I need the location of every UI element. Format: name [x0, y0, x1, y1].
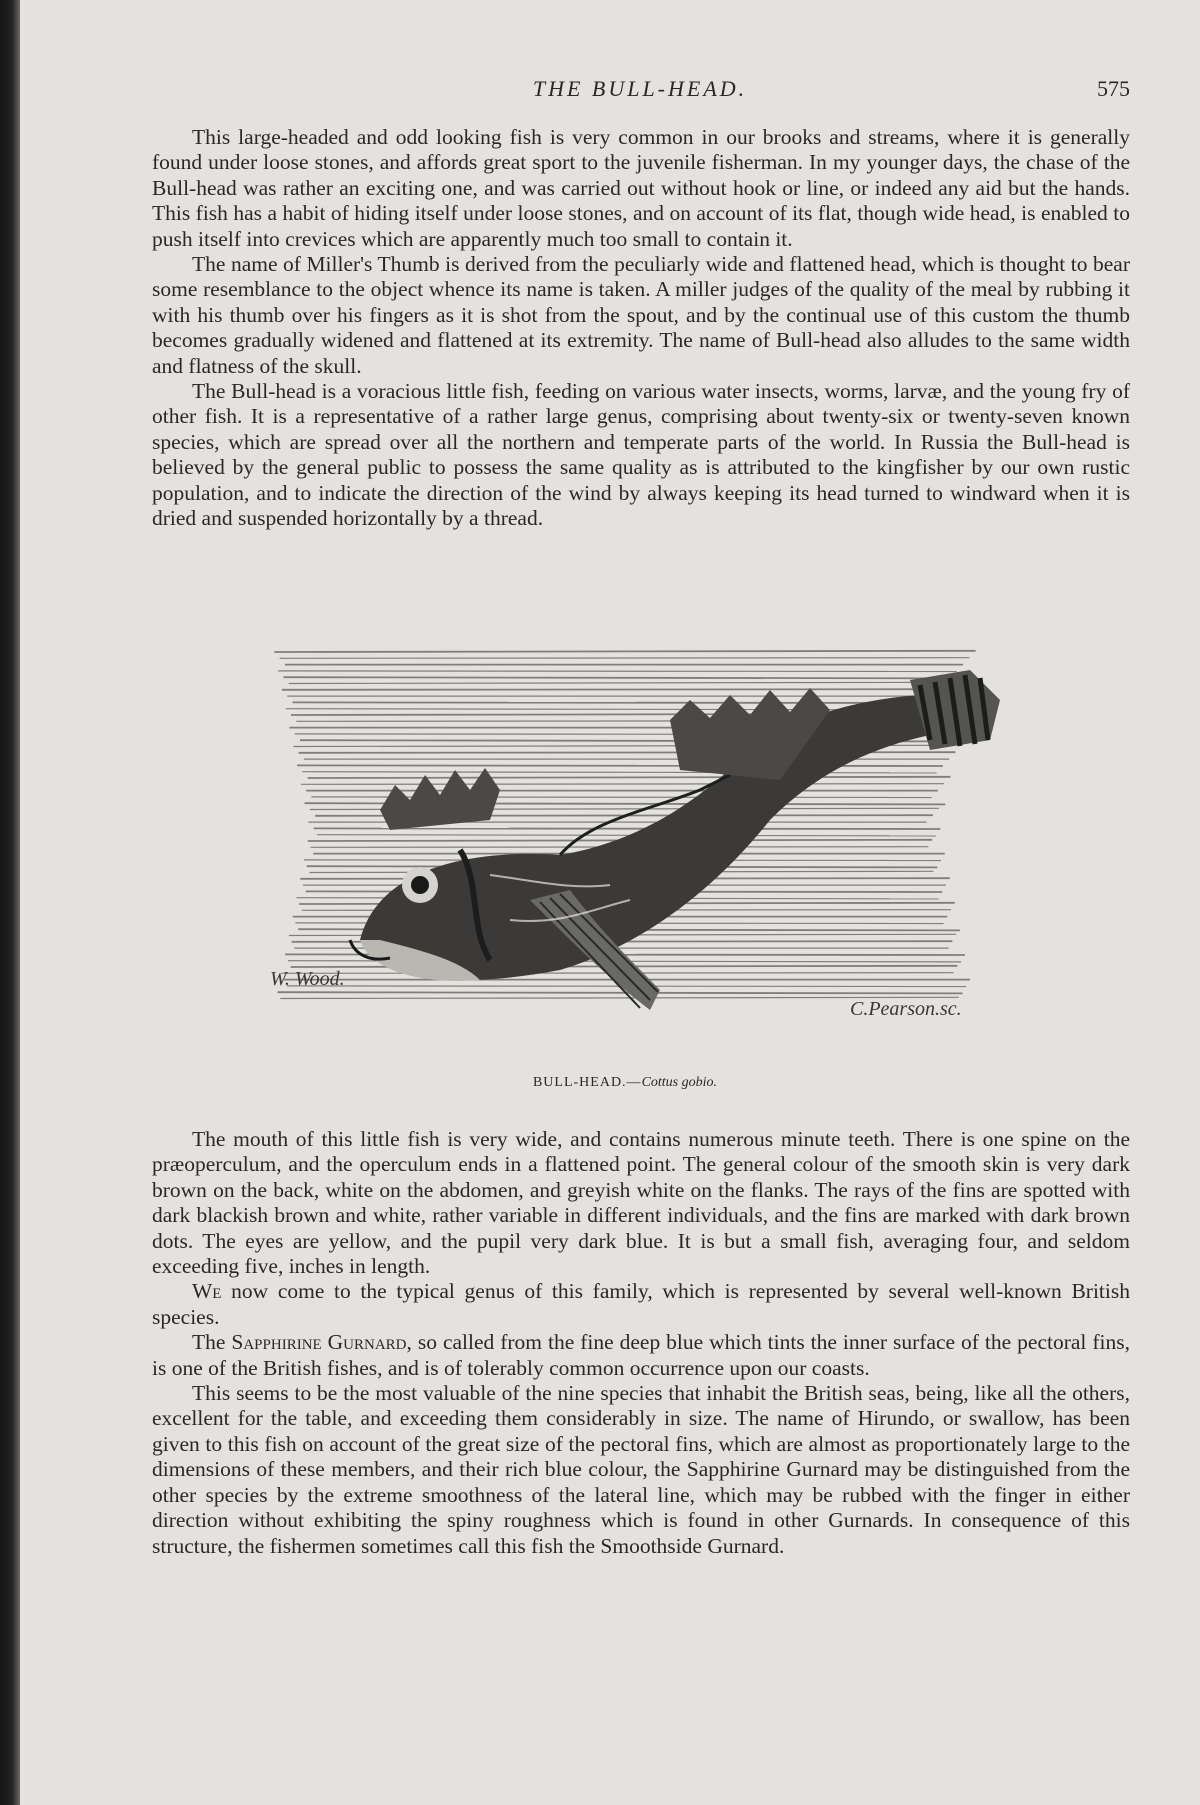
paragraph: The Bull-head is a voracious little fish, feeding on various water insects, worms, larvæ, and the young fry of other fish. It is a representative of a rather large genus, comprising about twenty-six or twenty-seven known species, which are spread over all the northern and temperate parts of the world. In Russia the Bull-head is believed by the general public to possess the same quality as is attributed to the kingfisher by our own rustic population, and to indicate the direction of the wind by always keeping its head turned to windward when it is dried and suspended horizontally by a thread. [152, 379, 1130, 531]
paragraph [152, 1279, 1130, 1330]
hatch-line [278, 992, 963, 993]
figure-caption [230, 1075, 1020, 1091]
paragraph-text: , so called from the fine deep blue which tints the inner surface of the pectoral fins, is one of the British fishes, and is of tolerably common occurrence upon our coasts. [152, 1330, 1130, 1380]
paragraph-text: now come to the typical genus of this family, which is represented by several well-known British species. [152, 1279, 1130, 1329]
bull-head-engraving [230, 640, 1020, 1060]
lead-word: We [192, 1279, 222, 1304]
hatch-line [297, 765, 943, 766]
paragraph: The name of Miller's Thumb is derived from the peculiarly wide and flattened head, which is thought to bear some resemblance to the object whence its name is taken. A miller judges of the quality of the meal by rubbing it with his thumb over his fingers as it is shot from the spout, and by the continual use of this custom the thumb becomes gradually widened and flattened at its extremity. The name of Bull-head also alludes to the same width and flatness of the skull. [152, 252, 1130, 378]
caption-common-name: BULL-HEAD.— [532, 1075, 642, 1090]
book-spine-shadow [0, 0, 20, 1805]
hatch-line [278, 671, 957, 672]
hatch-line [317, 835, 936, 836]
hatch-line [308, 777, 951, 778]
paragraph: The mouth of this little fish is very wide, and contains numerous minute teeth. There is one spine on the præoperculum, and the operculum ends in a flattened point. The general colour of the smooth skin is very dark brown on the back, white on the abdomen, and greyish white on the flanks. The rays of the fins are spotted with dark blackish brown and white, rather variable in different individuals, and the fins are marked with dark brown dots. The eyes are yellow, and the pupil very dark blue. It is but a small fish, averaging four, and seldom exceeding five, inches in length. [152, 1127, 1130, 1279]
body-text-bottom [152, 1127, 1130, 1559]
hatch-line [301, 784, 944, 785]
artist-signature-left: W. Wood. [270, 968, 345, 990]
paragraph: This seems to be the most valuable of the nine species that inhabit the British seas, being, like all the others, excellent for the table, and exceeding them considerably in size. The name of Hirundo, or swallow, has been given to this fish on account of the great size of the pectoral fins, which are almost as proportionately large to the dimensions of these members, and their rich blue colour, the Sapphirine Gurnard may be distinguished from the other species by the extreme smoothness of the lateral line, which may be rubbed with the finger in either direction without exhibiting the spiny roughness which is found in other Gurnards. In consequence of this structure, the fishermen sometimes call this fish the Smoothside Gurnard. [152, 1381, 1130, 1558]
species-name: Sapphirine Gurnard [231, 1330, 407, 1355]
paragraph: This large-headed and odd looking fish is very common in our brooks and streams, where it is generally found under loose stones, and affords great sport to the juvenile fisherman. In my younger days, the chase of the Bull-head was rather an exciting one, and was carried out without hook or line, or indeed any aid but the hands. This fish has a habit of hiding itself under loose stones, and on account of its flat, though wide head, is enabled to push itself into crevices which are apparently much too small to contain it. [152, 125, 1130, 251]
paragraph-text: The [192, 1330, 232, 1355]
page-header [150, 76, 1130, 106]
hatch-line [314, 828, 941, 829]
paragraph [152, 1330, 1130, 1381]
body-text-top [152, 125, 1130, 532]
page-number: 575 [1097, 76, 1130, 101]
hatch-line [274, 651, 975, 652]
running-title: THE BULL-HEAD. [532, 76, 748, 101]
hatch-line [282, 689, 958, 690]
hatch-line [289, 682, 965, 683]
bull-head-illustration [230, 640, 1020, 1090]
hatch-line [280, 658, 970, 659]
engraver-signature-right: C.Pearson.sc. [850, 998, 962, 1020]
hatch-line [302, 772, 936, 773]
hatch-line [283, 677, 970, 678]
caption-latin-name: Cottus gobio. [641, 1075, 718, 1090]
